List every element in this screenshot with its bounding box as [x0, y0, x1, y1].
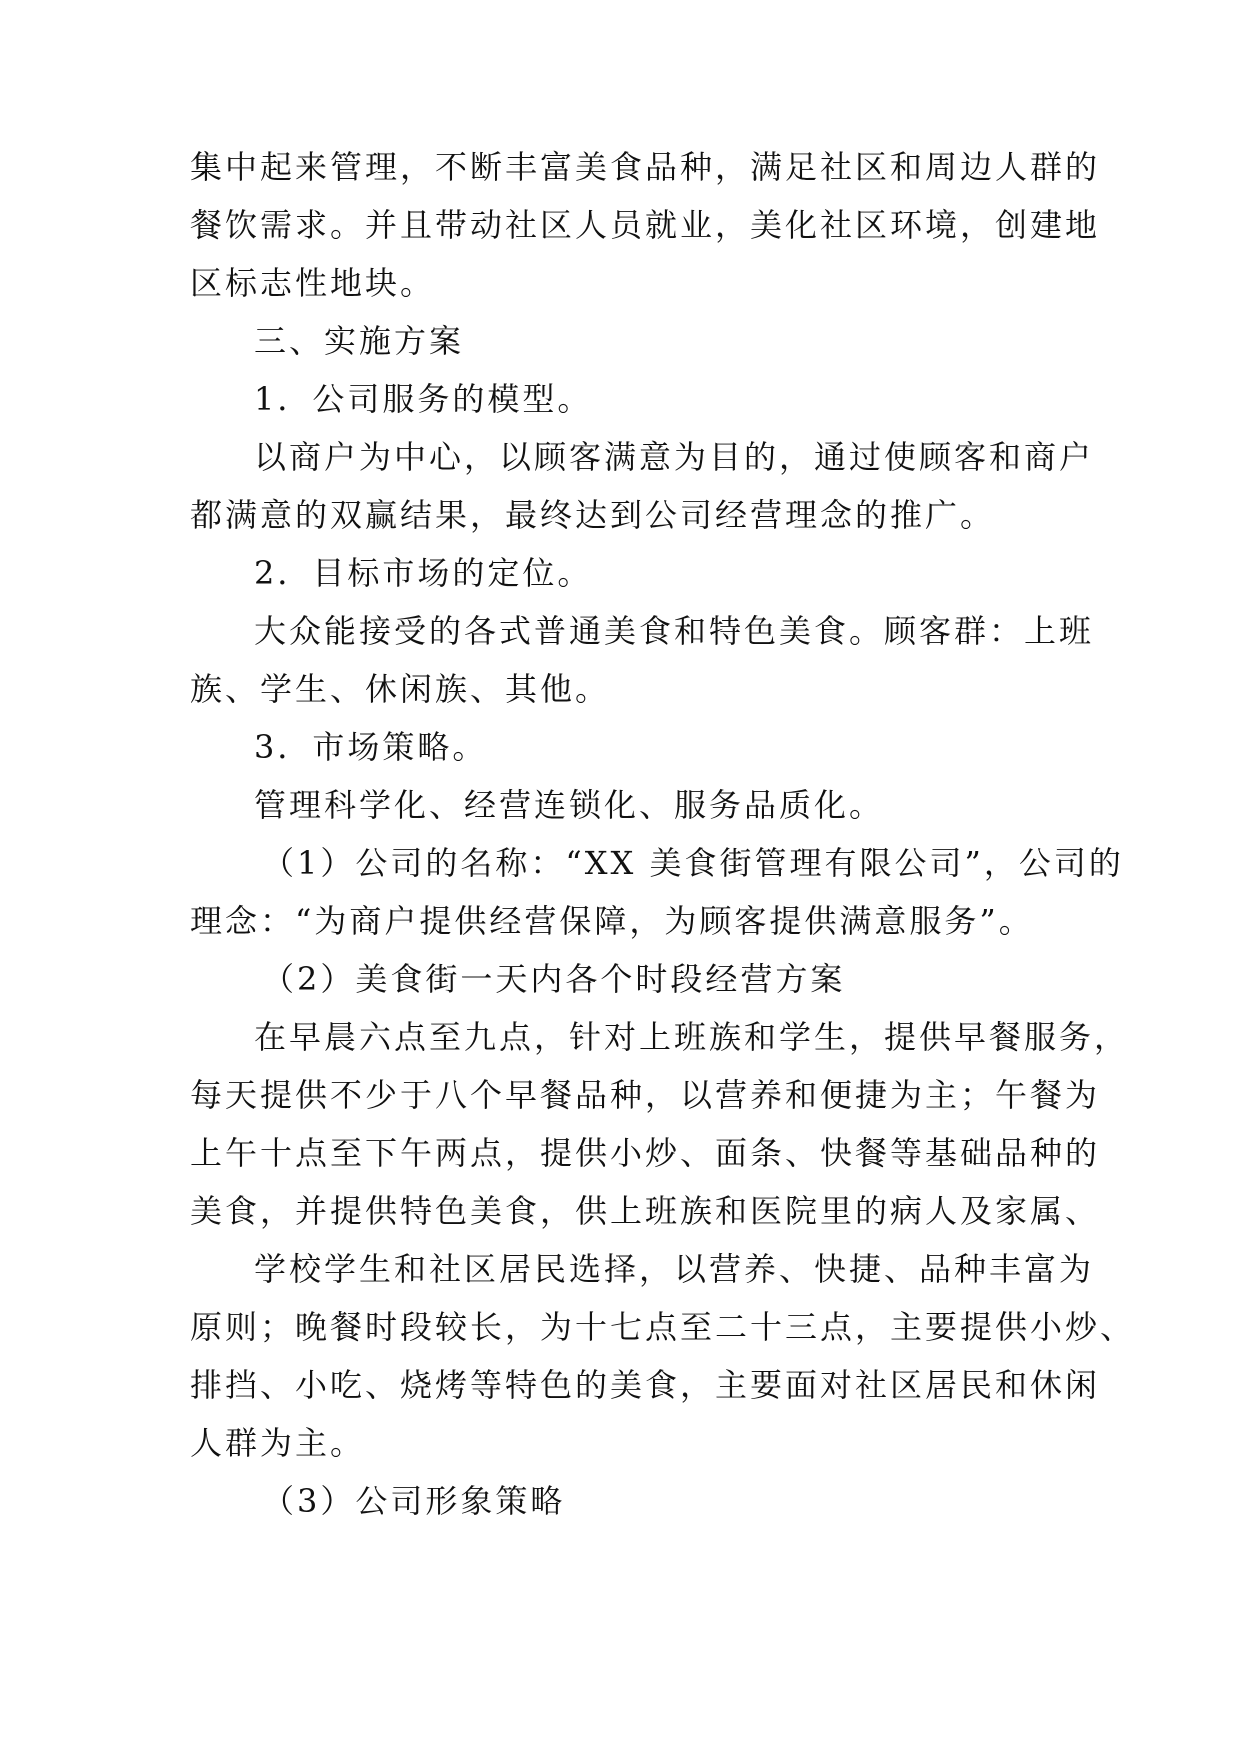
- text-line: 人群为主。: [190, 1424, 366, 1462]
- text-line: 以商户为中心，以顾客满意为目的，通过使顾客和商户: [254, 438, 1095, 476]
- text-line: 族、学生、休闲族、其他。: [190, 670, 611, 708]
- text-line: 美食，并提供特色美食，供上班族和医院里的病人及家属、: [190, 1192, 1101, 1230]
- text-line: 餐饮需求。并且带动社区人员就业，美化社区环境，创建地: [190, 206, 1101, 244]
- text-line: （1）公司的名称：“XX 美食街管理有限公司”，公司的: [262, 844, 1124, 882]
- text-line: （2）美食街一天内各个时段经营方案: [262, 960, 846, 998]
- text-line: 理念：“为商户提供经营保障，为顾客提供满意服务”。: [190, 902, 1034, 940]
- text-line: 上午十点至下午两点，提供小炒、面条、快餐等基础品种的: [190, 1134, 1101, 1172]
- text-line: 区标志性地块。: [190, 264, 436, 302]
- subsection-heading: 2．目标市场的定位。: [254, 554, 593, 592]
- text-line: 都满意的双赢结果，最终达到公司经营理念的推广。: [190, 496, 996, 534]
- text-line: （3）公司形象策略: [262, 1482, 566, 1520]
- text-line: 原则；晚餐时段较长，为十七点至二十三点，主要提供小炒、: [190, 1308, 1136, 1346]
- subsection-heading: 3．市场策略。: [254, 728, 488, 766]
- text-line: 排挡、小吃、烧烤等特色的美食，主要面对社区居民和休闲: [190, 1366, 1101, 1404]
- text-line: 集中起来管理，不断丰富美食品种，满足社区和周边人群的: [190, 148, 1101, 186]
- text-line: 在早晨六点至九点，针对上班族和学生，提供早餐服务，: [254, 1018, 1130, 1056]
- section-heading: 三、实施方案: [254, 322, 465, 360]
- text-line: 管理科学化、经营连锁化、服务品质化。: [254, 786, 885, 824]
- text-line: 每天提供不少于八个早餐品种，以营养和便捷为主；午餐为: [190, 1076, 1101, 1114]
- subsection-heading: 1．公司服务的模型。: [254, 380, 593, 418]
- text-line: 大众能接受的各式普通美食和特色美食。顾客群：上班: [254, 612, 1095, 650]
- text-line: 学校学生和社区居民选择，以营养、快捷、品种丰富为: [254, 1250, 1095, 1288]
